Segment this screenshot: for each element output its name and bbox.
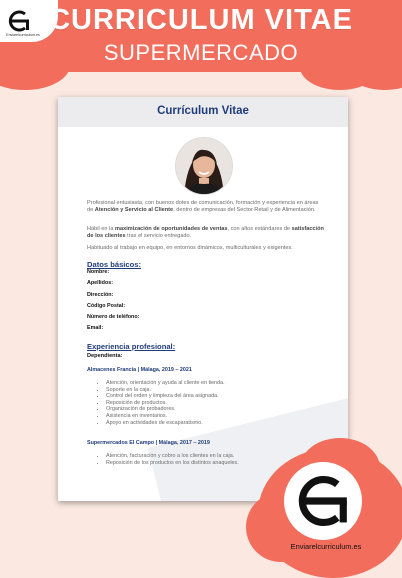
job-title-1: Almacenes Francia | Málaga, 2019 – 2021 <box>87 367 192 373</box>
list-item: • Apoyo en actividades de escaparatismo. <box>106 420 225 427</box>
brand-url: Enviarelcurriculum.es <box>290 542 362 551</box>
job-2-tasks <box>98 453 239 466</box>
position-label: Dependienta: <box>87 353 123 359</box>
list-item: • Atención, facturación y cobro a los clientes en la caja. <box>106 453 239 460</box>
list-item: • Reposición de los productos en los distintos anaqueles. <box>106 460 239 467</box>
profile-photo <box>175 137 233 195</box>
job-1-tasks <box>98 380 225 426</box>
field-surname: Apellidos: <box>87 280 114 286</box>
job-title-2: Supermercados El Campo | Málaga, 2017 – 2019 <box>87 440 210 446</box>
banner-subtitle: SUPERMERCADO <box>103 40 299 65</box>
intro-paragraph-3: Habituado al trabajo en equipo, en entornos dinámicos, multiculturales y exigentes. <box>87 245 293 251</box>
e-logo-icon <box>292 470 354 532</box>
list-item: • Organización de probadores. <box>106 406 225 413</box>
corner-brand-text: Enviarelcurriculum.es <box>6 33 40 37</box>
brand-logo-circle <box>284 462 362 540</box>
list-item: • Reposición de productos. <box>106 400 225 407</box>
field-phone: Número de teléfono: <box>87 314 140 320</box>
experience-heading: Experiencia profesional: <box>87 342 176 351</box>
banner-title: CURRICULUM VITAE <box>49 4 353 36</box>
field-postal-code: Código Postal: <box>87 303 126 309</box>
field-name: Nombre: <box>87 269 110 275</box>
cv-document <box>58 97 348 501</box>
list-item: • Soporte en la caja. <box>106 387 225 394</box>
list-item: • Atención, orientación y ayuda al cliente en tienda. <box>106 380 225 387</box>
basic-data-heading: Datos básicos: <box>87 260 142 269</box>
field-address: Dirección: <box>87 292 114 298</box>
list-item: • Asistencia en inventarios. <box>106 413 225 420</box>
intro-paragraph-1: Profesional entusiasta, con buenos dotes de comunicación, formación y experiencia en áreas de Atención y Servicio al Cliente, dentro de empresas del Sector Retail y de Alimentación. <box>87 200 319 214</box>
field-email: Email: <box>87 325 104 331</box>
intro-paragraph-2: Hábil en la maximización de oportunidades de ventas, con altos estándares de satisfacción de los clientes tras el servicio entregado. <box>87 226 324 240</box>
document-title: Currículum Vitae <box>157 105 249 117</box>
list-item: • Control del orden y limpieza del área asignada. <box>106 393 225 400</box>
